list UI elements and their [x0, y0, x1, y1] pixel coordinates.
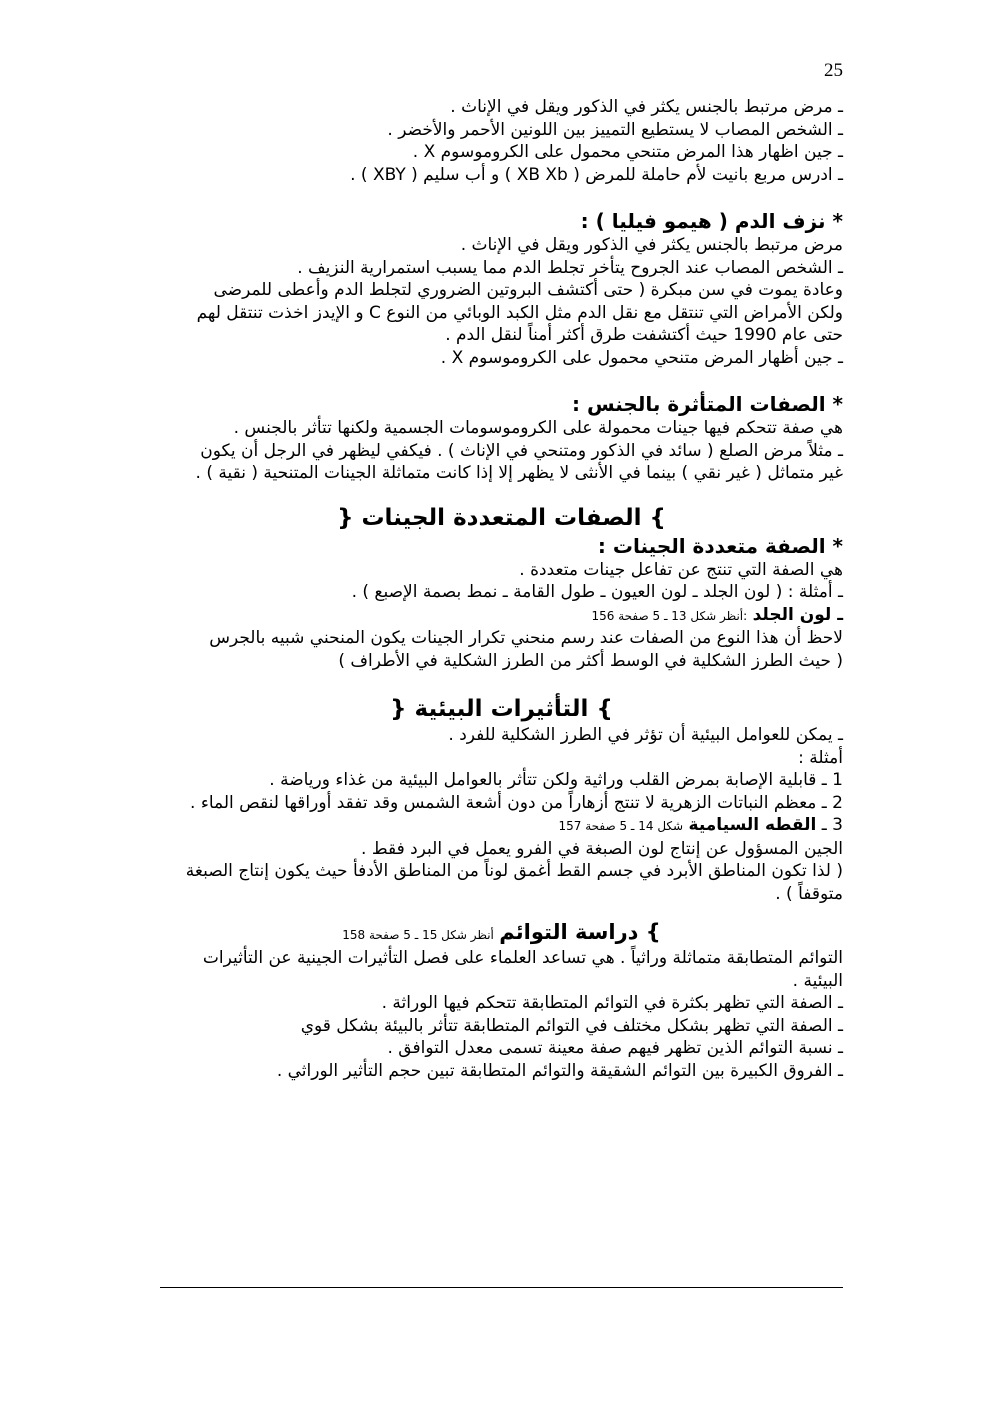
skin-color-label: ـ لون الجلد [752, 604, 843, 625]
hemophilia-line-3: وعادة يموت في سن مبكرة ( حتى أكتشف البروتين الضروري لتجلط الدم وأعطى للمرضى [213, 280, 843, 300]
environment-cold-line: ( لذا تكون المناطق الأبرد في جسم القط أغمق لوناً من المناطق الأدفأ حيث يكون إنتاج الصبغة متوقفاً ) . [185, 861, 843, 904]
environment-heading: } التأثيرات البيئية { [390, 696, 613, 722]
skin-color-line [160, 604, 843, 628]
twins-heading: } دراسة التوائم [499, 920, 661, 944]
hemophilia-line-1: مرض مرتبط بالجنس يكثر في الذكور ويقل في الإناث . [460, 235, 843, 255]
twins-bullet-4: ـ الفروق الكبيرة بين التوائم الشقيقة والتوائم المتطابقة تبين حجم التأثير الوراثي . [276, 1060, 843, 1081]
twins-intro: التوائم المتطابقة متماثلة وراثياً . هي تساعد العلماء على فصل التأثيرات الجينية عن التأثيرات البيئية . [202, 948, 843, 991]
intro-line-1: ـ مرض مرتبط بالجنس يكثر في الذكور ويقل في الإناث . [450, 97, 843, 117]
twins-bullet-3: ـ نسبة التوائم الذين تظهر فيهم صفة معينة تسمى معدل التوافق . [387, 1038, 843, 1058]
polygenic-line-4: لاحظ أن هذا النوع من الصفات عند رسم منحني تكرار الجينات يكون المنحني شبيه بالجرس [209, 628, 843, 648]
polygenic-title: * الصفة متعددة الجينات : [597, 533, 843, 558]
sex-influenced-line-3: غير متماثل ( غير نقي ) بينما في الأنثى لا يظهر إلا إذا كانت متماثلة الجينات المتنحية ( نقية ) . [195, 463, 843, 483]
environment-gene-line: الجين المسؤول عن إنتاج لون الصبغة في الفرو يعمل في البرد فقط . [361, 838, 843, 859]
example-3-number: 3 ـ [821, 815, 843, 835]
document-body [160, 96, 843, 1082]
intro-line-4: ـ ادرس مربع بانيت لأم حاملة للمرض ( XB Xb ) و أب سليم ( XBY ) . [350, 164, 843, 185]
hemophilia-line-5: حتى عام 1990 حيث أكتشفت طرق أكثر أمناً لنقل الدم . [445, 325, 843, 345]
footer-divider [160, 1287, 843, 1288]
environment-example-1: 1 ـ قابلية الإصابة بمرض القلب وراثية ولكن تتأثر بالعوامل البيئية من غذاء ورياضة . [269, 770, 843, 790]
twins-heading-row [160, 917, 843, 947]
sex-influenced-line-1: هي صفة تتحكم فيها جينات محمولة على الكروموسومات الجسمية ولكنها تتأثر بالجنس . [233, 418, 843, 438]
twins-ref: أنظر شكل 15 ـ 5 صفحة 158 [342, 928, 494, 942]
hemophilia-line-2: ـ الشخص المصاب عند الجروح يتأخر تجلط الدم مما يسبب استمرارية النزيف . [297, 257, 843, 278]
environment-example-2: 2 ـ معظم النباتات الزهرية لا تنتج أزهاراً من دون أشعة الشمس وقد تفقد أوراقها لنقص الماء . [190, 792, 843, 813]
skin-color-ref: :أنظر شكل 13 ـ 5 صفحة 156 [591, 608, 748, 623]
siamese-cat-ref: شكل 14 ـ 5 صفحة 157 [558, 819, 684, 833]
sex-influenced-title: * الصفات المتأثرة بالجنس : [572, 392, 843, 416]
intro-line-2: ـ الشخص المصاب لا يستطيع التمييز بين اللونين الأحمر والأخضر . [387, 119, 843, 140]
polygenic-line-2: ـ أمثلة : ( لون الجلد ـ لون العيون ـ طول القامة ـ نمط بصمة الإصبع ) . [351, 582, 843, 602]
sex-influenced-line-2: ـ مثلاً مرض الصلع ( سائد في الذكور ومتنحي في الإناث ) . فيكفي ليظهر في الرجل أن يكون [200, 440, 843, 461]
hemophilia-line-6: ـ جين أظهار المرض متنحي محمول على الكروموسوم X . [440, 347, 843, 368]
twins-bullet-1: ـ الصفة التي تظهر بكثرة في التوائم المتطابقة تتحكم فيها الوراثة . [381, 993, 843, 1013]
polygenic-line-1: هي الصفة التي تنتج عن تفاعل جينات متعددة . [519, 559, 843, 580]
hemophilia-line-4: ولكن الأمراض التي تنتقل مع نقل الدم مثل الكبد الوبائي من النوع C و الإيدز اخذت تنتقل لهم [196, 302, 843, 323]
siamese-cat-label: القطه السيامية [688, 815, 817, 835]
page-number: 25 [824, 60, 843, 81]
twins-bullet-2: ـ الصفة التي تظهر بشكل مختلف في التوائم المتطابقة تتأثر بالبيئة بشكل قوي [300, 1015, 843, 1036]
intro-line-3: ـ جين اظهار هذا المرض متنحي محمول على الكروموسوم X . [412, 142, 843, 162]
polygenic-heading: } الصفات المتعددة الجينات { [337, 504, 666, 531]
environment-line-1: ـ يمكن للعوامل البيئية أن تؤثر في الطرز الشكلية للفرد . [448, 725, 843, 745]
environment-examples-label: أمثلة : [798, 747, 843, 768]
hemophilia-title: * نزف الدم ( هيمو فيليا ) : [580, 209, 843, 233]
environment-example-3 [160, 814, 843, 838]
polygenic-line-5: ( حيث الطرز الشكلية في الوسط أكثر من الطرز الشكلية في الأطراف ) [338, 650, 843, 671]
